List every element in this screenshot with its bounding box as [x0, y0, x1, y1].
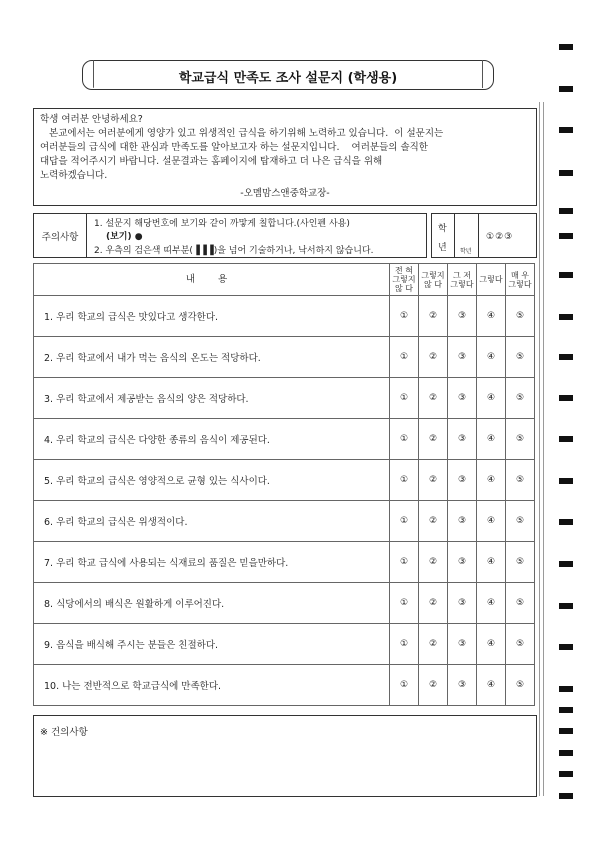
question-text: 1. 우리 학교의 급식은 맛있다고 생각한다. [34, 296, 390, 337]
question-text: 7. 우리 학교 급식에 사용되는 식재료의 품질은 믿을만하다. [34, 542, 390, 583]
answer-option[interactable]: ⑤ [506, 665, 535, 706]
answer-option[interactable]: ④ [477, 624, 506, 665]
answer-option[interactable]: ② [419, 337, 448, 378]
table-row [34, 501, 535, 542]
answer-option[interactable]: ③ [448, 665, 477, 706]
comment-label: ※ 건의사항 [40, 727, 88, 738]
answer-option[interactable]: ③ [448, 378, 477, 419]
answer-option[interactable]: ⑤ [506, 296, 535, 337]
answer-option[interactable]: ② [419, 378, 448, 419]
table-row [34, 378, 535, 419]
timing-mark [559, 728, 573, 734]
answer-option[interactable]: ④ [477, 337, 506, 378]
answer-option[interactable]: ⑤ [506, 460, 535, 501]
answer-option[interactable]: ② [419, 296, 448, 337]
timing-mark [559, 707, 573, 713]
question-text: 2. 우리 학교에서 내가 먹는 음식의 온도는 적당하다. [34, 337, 390, 378]
timing-mark [559, 314, 573, 320]
table-row [34, 337, 535, 378]
timing-mark [559, 561, 573, 567]
scale-header: 매 우 그렇다 [506, 264, 535, 296]
intro-line: 대답을 적어주시기 바랍니다. 설문결과는 홈페이지에 탑재하고 더 나은 급식을 위해 [40, 156, 383, 167]
timing-mark [559, 750, 573, 756]
answer-option[interactable]: ④ [477, 378, 506, 419]
notice-box [33, 213, 427, 258]
answer-option[interactable]: ③ [448, 337, 477, 378]
timing-mark [559, 603, 573, 609]
timing-mark [559, 354, 573, 360]
table-row [34, 583, 535, 624]
grade-label: 년 [438, 243, 447, 253]
intro-line: 노력하겠습니다. [40, 170, 108, 181]
answer-option[interactable]: ④ [477, 296, 506, 337]
answer-option[interactable]: ④ [477, 460, 506, 501]
margin-line [539, 102, 540, 796]
table-row [34, 542, 535, 583]
answer-option[interactable]: ③ [448, 460, 477, 501]
answer-option[interactable]: ① [390, 583, 419, 624]
table-row [34, 665, 535, 706]
answer-option[interactable]: ④ [477, 419, 506, 460]
answer-option[interactable]: ⑤ [506, 378, 535, 419]
answer-option[interactable]: ④ [477, 583, 506, 624]
question-text: 9. 음식을 배식해 주시는 분들은 친절하다. [34, 624, 390, 665]
answer-option[interactable]: ① [390, 665, 419, 706]
margin-line [543, 102, 544, 796]
answer-option[interactable]: ① [390, 624, 419, 665]
answer-option[interactable]: ② [419, 501, 448, 542]
answer-option[interactable]: ① [390, 337, 419, 378]
title-frame [82, 60, 494, 90]
answer-option[interactable]: ② [419, 583, 448, 624]
notice-example: (보기) ● [106, 232, 143, 242]
question-text: 4. 우리 학교의 급식은 다양한 종류의 음식이 제공된다. [34, 419, 390, 460]
table-header [34, 264, 535, 296]
answer-option[interactable]: ① [390, 542, 419, 583]
answer-option[interactable]: ① [390, 460, 419, 501]
comment-box[interactable] [33, 715, 537, 797]
answer-option[interactable]: ③ [448, 501, 477, 542]
question-text: 5. 우리 학교의 급식은 영양적으로 균형 있는 식사이다. [34, 460, 390, 501]
timing-mark [559, 686, 573, 692]
intro-greeting: 학생 여러분 안녕하세요? [40, 114, 143, 125]
answer-option[interactable]: ① [390, 378, 419, 419]
answer-option[interactable]: ① [390, 419, 419, 460]
table-row [34, 624, 535, 665]
answer-option[interactable]: ⑤ [506, 337, 535, 378]
question-text: 6. 우리 학교의 급식은 위생적이다. [34, 501, 390, 542]
intro-line: 여러분들의 급식에 대한 관심과 만족도를 알아보고자 하는 설문지입니다. 여러분들의 솔직한 [40, 142, 428, 153]
answer-option[interactable]: ⑤ [506, 501, 535, 542]
timing-mark [559, 478, 573, 484]
timing-mark [559, 170, 573, 176]
answer-option[interactable]: ① [390, 296, 419, 337]
intro-line: 본교에서는 여러분에게 영양가 있고 위생적인 급식을 하기위해 노력하고 있습니다. 이 설문지는 [40, 128, 444, 139]
timing-mark [559, 793, 573, 799]
timing-mark [559, 44, 573, 50]
answer-option[interactable]: ⑤ [506, 542, 535, 583]
scale-header: 그렇다 [477, 264, 506, 296]
timing-mark [559, 644, 573, 650]
timing-mark [559, 127, 573, 133]
answer-option[interactable]: ④ [477, 501, 506, 542]
notice-line: 1. 설문지 해당번호에 보기와 같이 까맣게 칠합니다.(사인펜 사용) [94, 219, 350, 229]
answer-option[interactable]: ② [419, 460, 448, 501]
scale-header: 그 저 그렇다 [448, 264, 477, 296]
answer-option[interactable]: ① [390, 501, 419, 542]
question-text: 8. 식당에서의 배식은 원활하게 이루어진다. [34, 583, 390, 624]
question-text: 3. 우리 학교에서 제공받는 음식의 양은 적당하다. [34, 378, 390, 419]
intro-box [33, 108, 537, 206]
signature: -오멤맘스앤중학교장- [240, 188, 330, 199]
answer-option[interactable]: ⑤ [506, 624, 535, 665]
notice-line: 2. 우측의 검은색 띠부분(▐▐▐)을 넘어 기술하거나, 낙서하지 않습니다. [94, 246, 374, 256]
timing-mark [559, 771, 573, 777]
header-content: 내 용 [34, 264, 390, 296]
scale-header: 그렇지 않 다 [419, 264, 448, 296]
answer-option[interactable]: ③ [448, 296, 477, 337]
grade-box [431, 213, 537, 258]
answer-option[interactable]: ③ [448, 542, 477, 583]
table-row [34, 419, 535, 460]
notice-label: 주의사항 [34, 214, 87, 257]
answer-option[interactable]: ③ [448, 583, 477, 624]
table-row [34, 460, 535, 501]
timing-mark [559, 86, 573, 92]
question-text: 10. 나는 전반적으로 학교급식에 만족한다. [34, 665, 390, 706]
timing-mark [559, 272, 573, 278]
grade-unit: 학년 [460, 248, 472, 255]
timing-mark [559, 233, 573, 239]
grade-options[interactable]: ①②③ [486, 232, 514, 242]
survey-table [33, 263, 535, 706]
answer-option[interactable]: ② [419, 542, 448, 583]
answer-option[interactable]: ⑤ [506, 419, 535, 460]
answer-option[interactable]: ③ [448, 624, 477, 665]
grade-label: 학 [438, 224, 447, 234]
answer-option[interactable]: ⑤ [506, 583, 535, 624]
answer-option[interactable]: ② [419, 665, 448, 706]
survey-title: 학교급식 만족도 조사 설문지 (학생용) [178, 71, 398, 86]
answer-option[interactable]: ③ [448, 419, 477, 460]
scale-header: 전 혀 그렇지 않 다 [390, 264, 419, 296]
answer-option[interactable]: ④ [477, 542, 506, 583]
answer-option[interactable]: ④ [477, 665, 506, 706]
timing-mark [559, 395, 573, 401]
answer-option[interactable]: ② [419, 419, 448, 460]
timing-mark [559, 208, 573, 214]
timing-mark [559, 519, 573, 525]
timing-mark [559, 436, 573, 442]
answer-option[interactable]: ② [419, 624, 448, 665]
table-row [34, 296, 535, 337]
